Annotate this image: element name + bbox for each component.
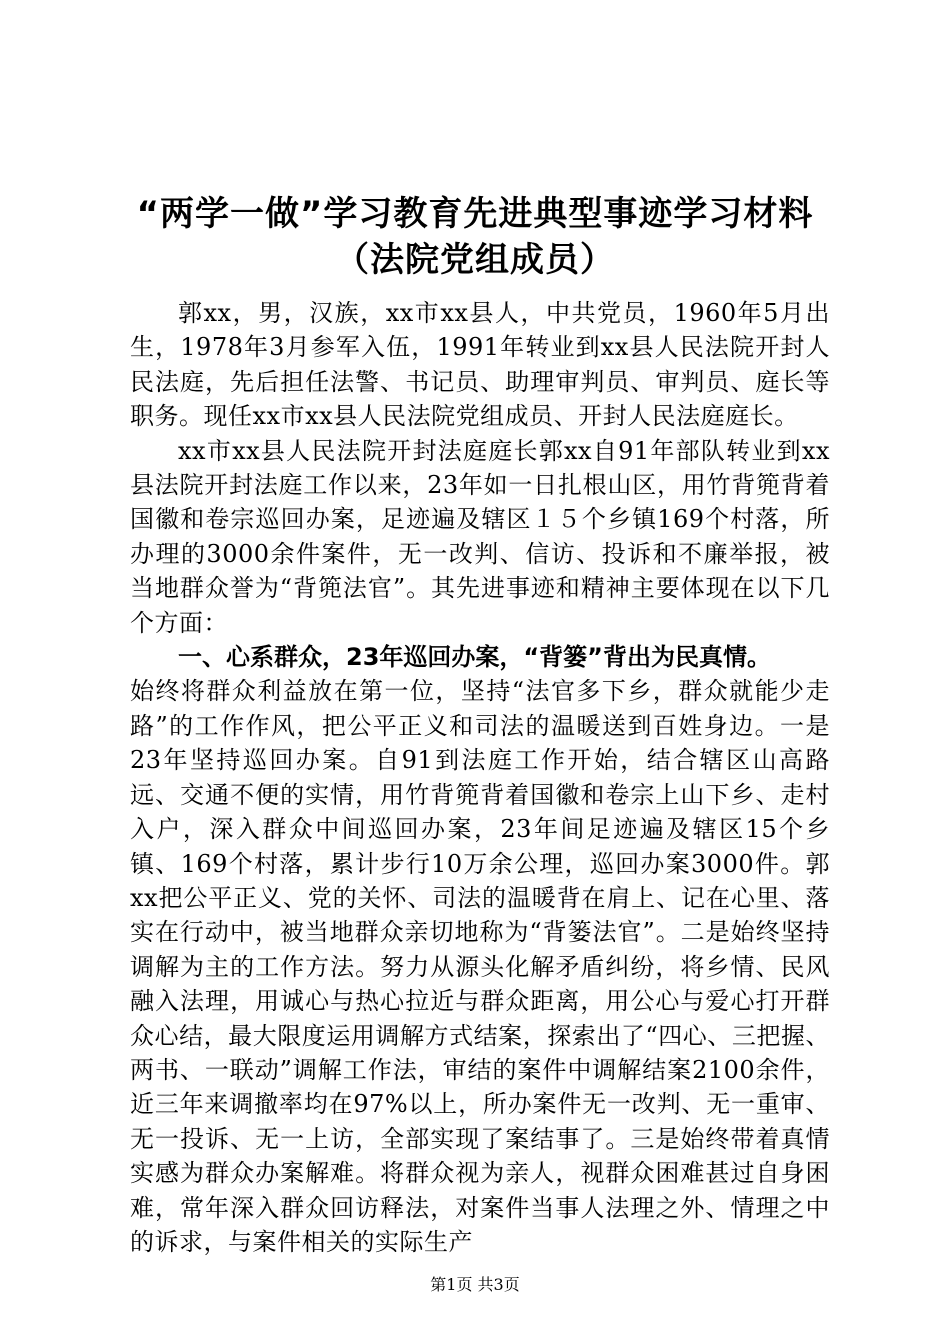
- paragraph-biography: 郭xx，男，汉族，xx市xx县人，中共党员，1960年5月出生，1978年3月参军入伍，1991年转业到xx县人民法院开封人民法庭，先后担任法警、书记员、助理审判员、审判员、庭长等职务。现任xx市xx县人民法院党组成员、开封人民法庭庭长。: [130, 299, 830, 431]
- document-subtitle: （法院党组成员）: [335, 240, 615, 280]
- paragraph-introduction: xx市xx县人民法院开封法庭庭长郭xx自91年部队转业到xx县法院开封法庭工作以来，23年如一日扎根山区，用竹背篼背着国徽和卷宗巡回办案，足迹遍及辖区１５个乡镇169个村落，所办理的3000余件案件，无一改判、信访、投诉和不廉举报，被当地群众誉为“背篼法官”。其先进事迹和精神主要体现在以下几个方面：: [130, 436, 830, 637]
- section-heading-1: 一、心系群众，23年巡回办案，“背篓”背出为民真情。: [178, 643, 771, 672]
- page-footer: 第1页 共3页: [430, 1275, 520, 1294]
- paragraph-section-1: 始终将群众利益放在第一位，坚持“法官多下乡，群众就能少走路”的工作作风，把公平正义和司法的温暖送到百姓身边。一是23年坚持巡回办案。自91到法庭工作开始，结合辖区山高路远、交通不便的实情，用竹背篼背着国徽和卷宗上山下乡、走村入户，深入群众中间巡回办案，23年间足迹遍及辖区15个乡镇、169个村落，累计步行10万余公理，巡回办案3000件。郭xx把公平正义、党的关怀、司法的温暖背在肩上、记在心里、落实在行动中，被当地群众亲切地称为“背篓法官”。二是始终坚持调解为主的工作方法。努力从源头化解矛盾纠纷，将乡情、民风融入法理，用诚心与热心拉近与群众距离，用公心与爱心打开群众心结，最大限度运用调解方式结案，探索出了“四心、三把握、两书、一联动”调解工作法，审结的案件中调解结案2100余件，近三年来调撤率均在97%以上，所办案件无一改判、无一重审、无一投诉、无一上访，全部实现了案结事了。三是始终带着真情实感为群众办案解难。将群众视为亲人，视群众困难甚过自身困难，常年深入群众回访释法，对案件当事人法理之外、情理之中的诉求，与案件相关的实际生产: [130, 677, 830, 1256]
- document-title: “两学一做”学习教育先进典型事迹学习材料: [136, 194, 814, 234]
- document-body: [130, 296, 830, 1259]
